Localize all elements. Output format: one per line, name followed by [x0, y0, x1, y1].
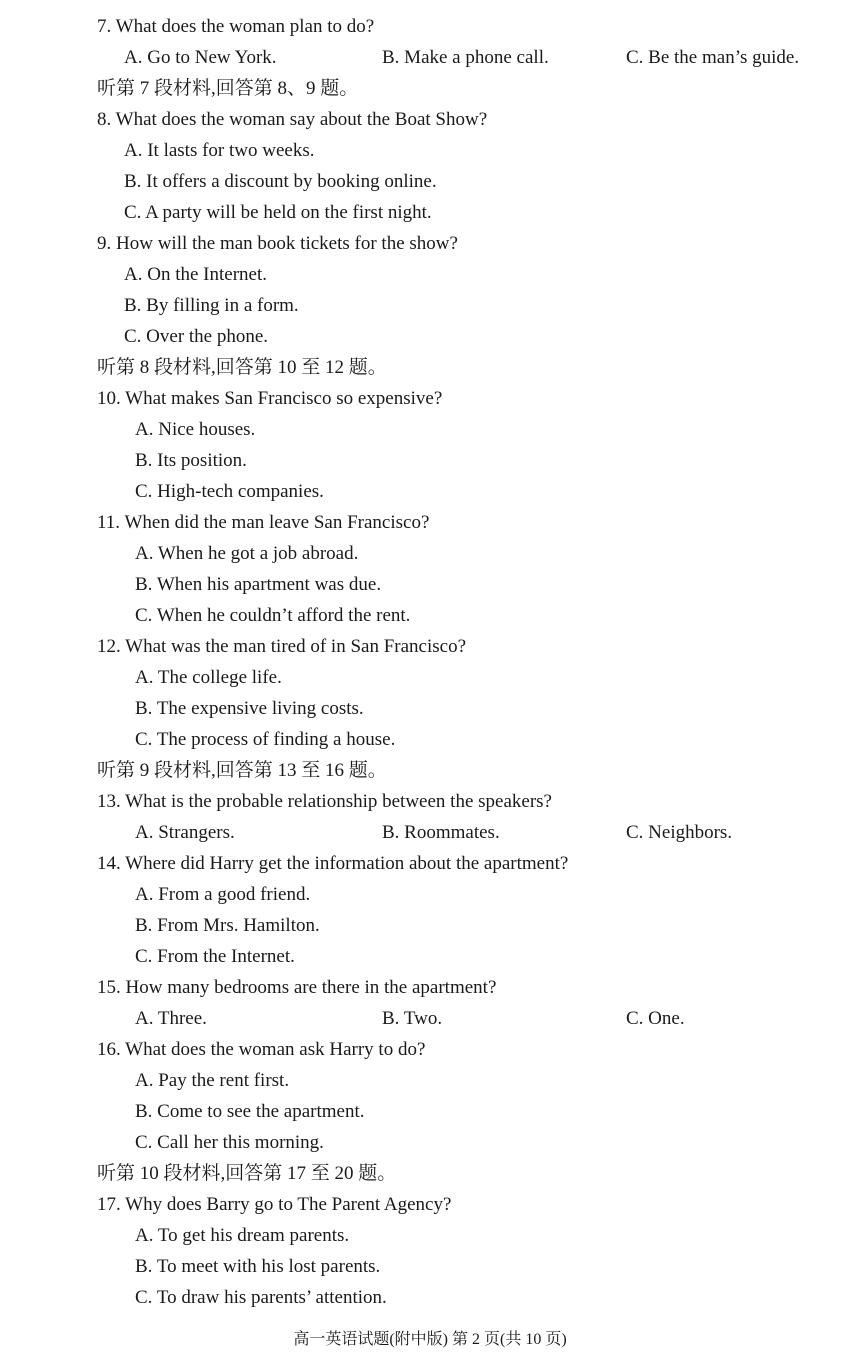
- section-instruction-9: 听第 9 段材料,回答第 13 至 16 题。: [97, 760, 387, 781]
- option-17a: A. To get his dream parents.: [135, 1225, 350, 1246]
- option-17c: C. To draw his parents’ attention.: [135, 1287, 387, 1308]
- option-9a: A. On the Internet.: [124, 264, 267, 285]
- question-14: 14. Where did Harry get the information about the apartment?: [97, 853, 569, 874]
- option-9c: C. Over the phone.: [124, 326, 269, 347]
- page-footer: 高一英语试题(附中版) 第 2 页(共 10 页): [293, 1331, 567, 1348]
- section-instruction-7: 听第 7 段材料,回答第 8、9 题。: [97, 78, 359, 99]
- question-11: 11. When did the man leave San Francisco?: [97, 512, 430, 533]
- option-13a: A. Strangers.: [135, 822, 235, 843]
- option-8c: C. A party will be held on the first night.: [124, 202, 432, 223]
- question-8: 8. What does the woman say about the Boat Show?: [97, 109, 488, 130]
- option-7b: B. Make a phone call.: [382, 47, 549, 68]
- question-9: 9. How will the man book tickets for the show?: [97, 233, 458, 254]
- option-13c: C. Neighbors.: [626, 822, 733, 843]
- question-13: 13. What is the probable relationship between the speakers?: [97, 791, 552, 812]
- option-15a: A. Three.: [135, 1008, 207, 1029]
- option-15c: C. One.: [626, 1008, 685, 1029]
- option-11a: A. When he got a job abroad.: [135, 543, 359, 564]
- question-7: 7. What does the woman plan to do?: [97, 16, 375, 37]
- option-12b: B. The expensive living costs.: [135, 698, 364, 719]
- option-10c: C. High-tech companies.: [135, 481, 324, 502]
- option-9b: B. By filling in a form.: [124, 295, 299, 316]
- question-15: 15. How many bedrooms are there in the apartment?: [97, 977, 497, 998]
- option-16a: A. Pay the rent first.: [135, 1070, 290, 1091]
- question-12: 12. What was the man tired of in San Francisco?: [97, 636, 466, 657]
- option-10a: A. Nice houses.: [135, 419, 256, 440]
- option-10b: B. Its position.: [135, 450, 247, 471]
- option-11b: B. When his apartment was due.: [135, 574, 382, 595]
- question-16: 16. What does the woman ask Harry to do?: [97, 1039, 426, 1060]
- option-16c: C. Call her this morning.: [135, 1132, 324, 1153]
- option-7a: A. Go to New York.: [124, 47, 277, 68]
- option-11c: C. When he couldn’t afford the rent.: [135, 605, 411, 626]
- option-14c: C. From the Internet.: [135, 946, 295, 967]
- option-17b: B. To meet with his lost parents.: [135, 1256, 381, 1277]
- option-13b: B. Roommates.: [382, 822, 500, 843]
- option-15b: B. Two.: [382, 1008, 443, 1029]
- option-16b: B. Come to see the apartment.: [135, 1101, 365, 1122]
- question-10: 10. What makes San Francisco so expensive?: [97, 388, 443, 409]
- option-7c: C. Be the man’s guide.: [626, 47, 800, 68]
- section-instruction-8: 听第 8 段材料,回答第 10 至 12 题。: [97, 357, 387, 378]
- option-8b: B. It offers a discount by booking online.: [124, 171, 437, 192]
- option-14b: B. From Mrs. Hamilton.: [135, 915, 320, 936]
- question-17: 17. Why does Barry go to The Parent Agency?: [97, 1194, 452, 1215]
- option-12c: C. The process of finding a house.: [135, 729, 396, 750]
- option-8a: A. It lasts for two weeks.: [124, 140, 315, 161]
- option-14a: A. From a good friend.: [135, 884, 311, 905]
- section-instruction-10: 听第 10 段材料,回答第 17 至 20 题。: [97, 1163, 397, 1184]
- option-12a: A. The college life.: [135, 667, 282, 688]
